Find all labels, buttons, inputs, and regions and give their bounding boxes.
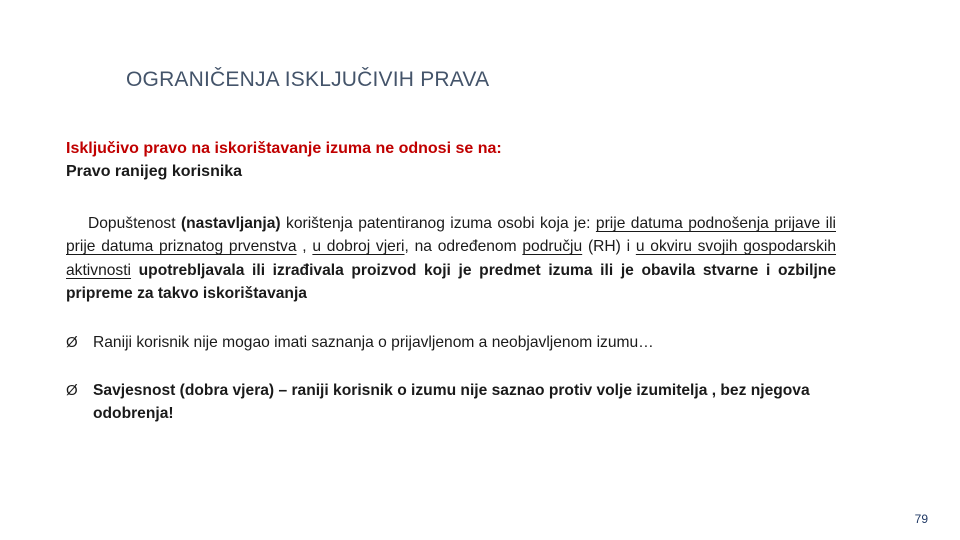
paragraph-segment-bold: (nastavljanja): [180, 215, 281, 232]
arrow-bullet-icon: Ø: [66, 382, 78, 399]
paragraph-segment-underlined: prije datuma podnošenja prijave ili prije datuma priznatog prvenstva: [66, 215, 836, 256]
arrow-bullet-icon: Ø: [66, 334, 78, 351]
section-subheading: Pravo ranijeg korisnika: [66, 163, 243, 180]
paragraph-segment: ,: [296, 238, 313, 256]
section-heading: Isključivo pravo na iskorištavanje izuma ne odnosi se na:: [66, 140, 502, 157]
paragraph-segment-underlined: u dobroj vjeri: [312, 238, 405, 256]
bullet-item: [66, 379, 846, 425]
definition-paragraph: [66, 212, 836, 306]
bullet-text: Raniji korisnik nije mogao imati saznanja o prijavljenom a neobjavljenom izumu…: [93, 334, 654, 351]
paragraph-segment: Dopuštenost: [88, 215, 181, 232]
bullet-text: Savjesnost (dobra vjera) – raniji korisnik o izumu nije saznao protiv volje izumitelja , bez njegova odobrenja!: [93, 382, 810, 422]
page-number: 79: [914, 512, 928, 526]
paragraph-segment: , na određenom: [404, 238, 523, 256]
paragraph-segment-bold: upotrebljavala ili izrađivala proizvod koji je predmet izuma ili je obavila stvarne i ozbiljne pripreme za takvo iskorištavanja: [66, 261, 836, 303]
bullet-item: [66, 331, 846, 354]
paragraph-segment-underlined: u okviru svojih gospodarskih aktivnosti: [66, 238, 837, 279]
paragraph-segment: korištenja patentiranog izuma osobi koja je:: [280, 215, 596, 232]
slide-title: OGRANIČENJA ISKLJUČIVIH PRAVA: [126, 68, 490, 91]
paragraph-segment-underlined: području: [522, 238, 583, 256]
paragraph-segment: (RH) i: [582, 238, 636, 256]
